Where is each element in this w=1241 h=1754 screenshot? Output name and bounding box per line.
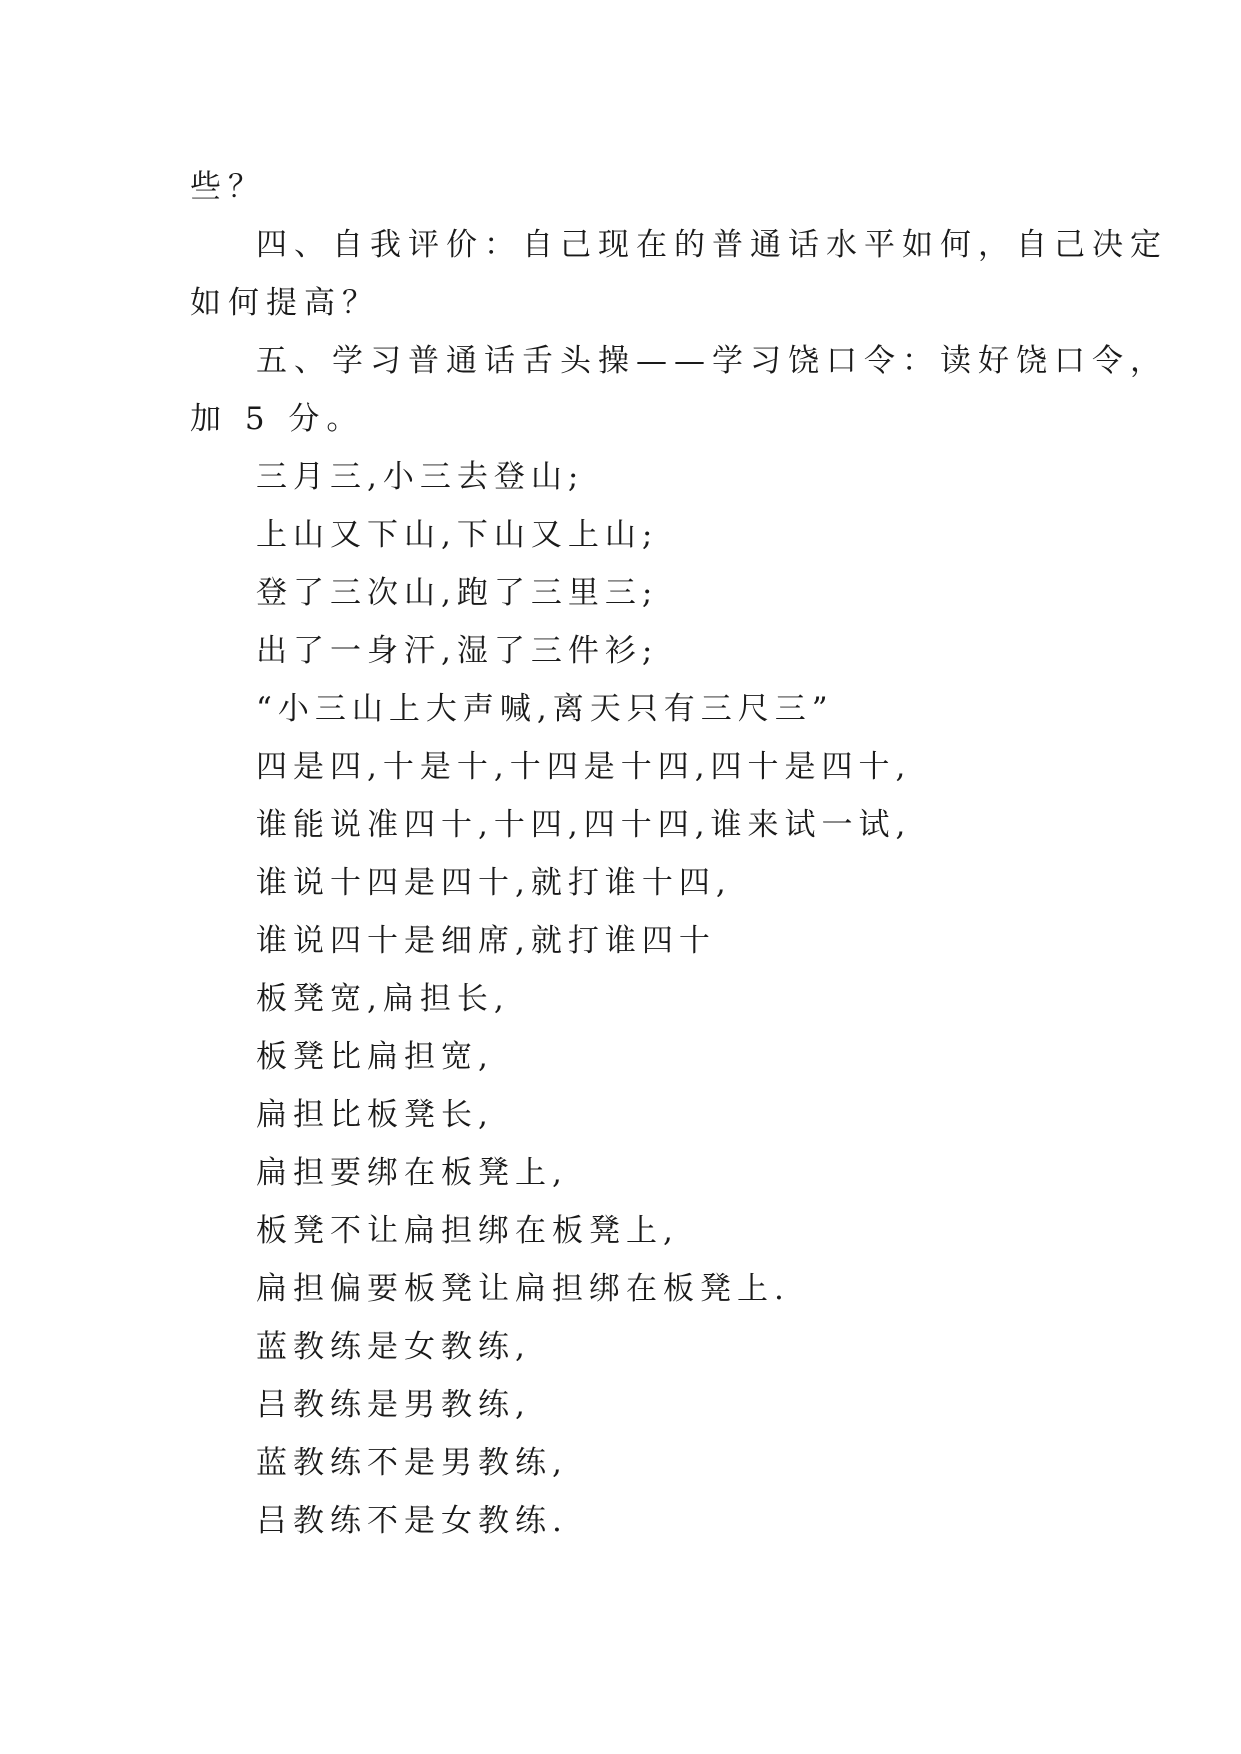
twister-line: 谁说十四是四十,就打谁十四,	[256, 865, 732, 901]
tongue-exercise-line-2: 加 5 分。	[190, 401, 365, 437]
twister-line: 板凳宽,扁担长,	[256, 981, 510, 1017]
twister-line: 扁担比板凳长,	[256, 1097, 494, 1133]
tongue-exercise-line-1: 五、学习普通话舌头操——学习饶口令：读好饶口令，	[256, 343, 1168, 379]
twister-line: 蓝教练不是男教练,	[256, 1445, 568, 1481]
twister-line: 出了一身汗,湿了三件衫;	[256, 633, 659, 669]
twister-line: 三月三,小三去登山;	[256, 459, 585, 495]
twister-line: 吕教练是男教练,	[256, 1387, 531, 1423]
twister-line: 吕教练不是女教练.	[256, 1503, 568, 1539]
twister-line: “小三山上大声喊,离天只有三尺三”	[256, 691, 834, 727]
twister-line: 谁能说准四十,十四,四十四,谁来试一试,	[256, 807, 912, 843]
self-evaluation-line-1: 四、自我评价：自己现在的普通话水平如何，自己决定	[256, 227, 1168, 263]
twister-line: 谁说四十是细席,就打谁四十	[256, 923, 716, 959]
twister-line: 扁担要绑在板凳上,	[256, 1155, 568, 1191]
twister-line: 上山又下山,下山又上山;	[256, 517, 659, 553]
twister-line: 板凳比扁担宽,	[256, 1039, 494, 1075]
self-evaluation-line-2: 如何提高？	[190, 285, 380, 321]
twister-line: 板凳不让扁担绑在板凳上,	[256, 1213, 679, 1249]
twister-line: 登了三次山,跑了三里三;	[256, 575, 659, 611]
twister-line: 扁担偏要板凳让扁担绑在板凳上.	[256, 1271, 790, 1307]
paragraph-continuation: 些？	[190, 169, 266, 205]
twister-line: 四是四,十是十,十四是十四,四十是四十,	[256, 749, 912, 785]
twister-line: 蓝教练是女教练,	[256, 1329, 531, 1365]
